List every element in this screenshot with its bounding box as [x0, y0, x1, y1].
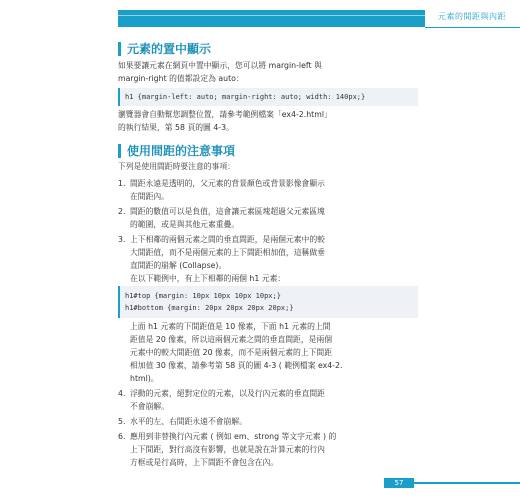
list-item	[118, 415, 418, 428]
list-item-text: 間距的數值可以是負值，這會讓元素區塊超過父元素區塊 的範圍，或是與其他元素重疊。	[130, 207, 325, 229]
list-item	[118, 387, 418, 413]
list-item-text: 上下相鄰的兩個元素之間的垂直間距，是兩個元素中的較 大間距值，而不是兩個元素的上下間距相加值，這稱做垂 直間距的崩解 (Collapse)。	[130, 235, 325, 270]
section-heading-margin-notes	[118, 142, 235, 159]
explanation-text: 上面 h1 元素的下間距值是 10 像素，下面 h1 元素的上間 距值是 20 像素，所以這兩個元素之間的垂直間距，是兩個 元素中的較大間距值 20 像素，而不是兩個元素的上下間距 相加值 30 像素，請參考第 58 頁的圖 4-3 ( 範例檔案 ex4-2. html)。	[130, 322, 343, 383]
paragraph: 的執行結果，第 58 頁的圖 4-3。	[118, 123, 234, 132]
list-item	[118, 430, 418, 469]
list-item-number: 4.	[118, 389, 126, 398]
list-item-number: 2.	[118, 207, 126, 216]
intro-text: 下列是使用間距時要注意的事項：	[118, 162, 235, 171]
list-item	[118, 205, 418, 231]
paragraph: margin-right 的值都設定為 auto：	[118, 74, 244, 83]
list-item-text: 浮動的元素，絕對定位的元素，以及行內元素的垂直間距 不會崩解。	[130, 389, 325, 411]
list-item-number: 5.	[118, 417, 126, 426]
list-item-number: 3.	[118, 235, 126, 244]
paragraph: 如果要讓元素在網頁中置中顯示，您可以將 margin-left 與	[118, 61, 322, 70]
footer-bar	[414, 482, 520, 484]
code-line: h1 {margin-left: auto; margin-right: auto; width: 140px;}	[125, 93, 366, 101]
list-item-text: 應用到非替換行內元素 ( 例如 em、strong 等文字元素 ) 的 上下間距，對行高沒有影響，也就是說在計算元素的行內 方框或是行高時，上下間距不會包含在內。	[130, 432, 337, 467]
list-item-number: 6.	[118, 432, 126, 441]
example-intro: 在以下範例中，有上下相鄰的兩個 h1 元素：	[130, 274, 286, 283]
heading-bar	[118, 42, 121, 56]
list-item	[118, 177, 418, 203]
list-item-text: 水平的左、右間距永遠不會崩解。	[130, 417, 247, 426]
list-item-number: 1.	[118, 179, 126, 188]
section-heading-centering	[118, 40, 211, 57]
code-line: h1#bottom {margin: 20px 20px 20px 20px;}	[125, 304, 294, 312]
paragraph: 瀏覽器會自動幫您調整位置，請參考範例檔案「ex4-2.html」	[118, 110, 332, 119]
list-item-text: 間距永遠是透明的，父元素的背景顏色或背景影像會顯示 在間距內。	[130, 179, 325, 201]
code-line: h1#top {margin: 10px 10px 10px 10px;}	[125, 292, 281, 300]
list-item	[118, 233, 418, 272]
section-heading-text: 元素的置中顯示	[127, 42, 212, 56]
code-block	[118, 286, 418, 318]
section-heading-text: 使用間距的注意事項	[127, 144, 236, 158]
heading-bar	[118, 144, 121, 158]
chapter-title: 元素的間距與內距	[438, 12, 506, 21]
page-number: 57	[384, 478, 414, 488]
code-block	[118, 88, 418, 106]
